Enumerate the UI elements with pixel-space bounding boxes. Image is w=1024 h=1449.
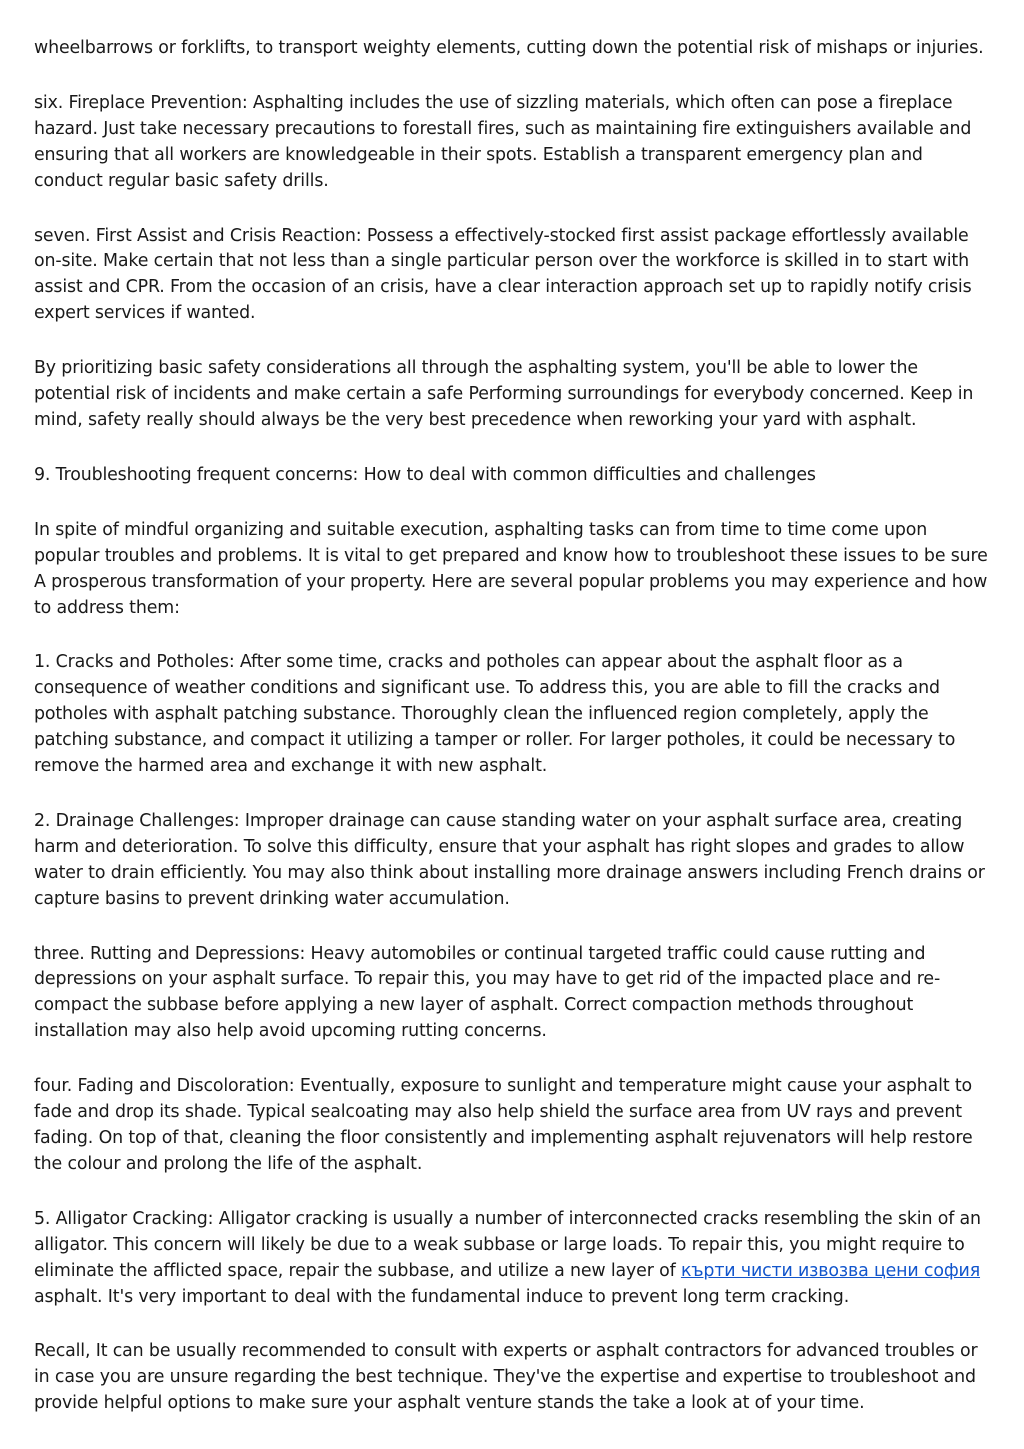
paragraph-drainage: 2. Drainage Challenges: Improper drainage can cause standing water on your asphalt surface area, creating harm and deterioration. To solve this difficulty, ensure that your asphalt has right slopes and grades to allow water to drain efficiently. You may also think about installing more drainage answers including French drains or capture basins to prevent drinking water accumulation. — [34, 810, 985, 909]
alligator-text-after: asphalt. It's very important to deal with the fundamental induce to prevent long term cracking. — [34, 1286, 850, 1307]
paragraph-troubleshooting-intro: In spite of mindful organizing and suitable execution, asphalting tasks can from time to time come upon popular troubles and problems. It is vital to get prepared and know how to troubleshoot these issues to be sure A prosperous transformation of your property. Here are several popular problems you may experience and how to address them: — [34, 519, 988, 618]
alligator-text-before: 5. Alligator Cracking: Alligator cracking is usually a number of interconnected cracks resembling the skin of an alligator. This concern will likely be due to a weak subbase or large loads. To repair this, you might require to eliminate the afflicted space, repair the subbase, and utilize a new layer of — [34, 1208, 981, 1281]
paragraph-alligator-cracking — [34, 1207, 994, 1311]
paragraph-rutting: three. Rutting and Depressions: Heavy automobiles or continual targeted traffic could cause rutting and depressions on your asphalt surface. To repair this, you may have to get rid of the impacted place and re-compact the subbase before applying a new layer of asphalt. Correct compaction methods throughout installation may also help avoid upcoming rutting concerns. — [34, 943, 941, 1042]
paragraph-safety-summary: By prioritizing basic safety considerations all through the asphalting system, you'll be able to lower the potential risk of incidents and make certain a safe Performing surroundings for everybody concerned. Keep in mind, safety really should always be the very best precedence when reworking your yard with asphalt. — [34, 358, 974, 430]
paragraph-transport: wheelbarrows or forklifts, to transport weighty elements, cutting down the potential risk of mishaps or injuries. — [34, 38, 984, 58]
paragraph-cracks-potholes: 1. Cracks and Potholes: After some time, cracks and potholes can appear about the asphalt floor as a consequence of weather conditions and significant use. To address this, you are able to fill the cracks and potholes with asphalt patching substance. Thoroughly clean the influenced region completely, apply the patching substance, and compact it utilizing a tamper or roller. For larger potholes, it could be necessary to remove the harmed area and exchange it with new asphalt. — [34, 652, 956, 777]
document-body — [34, 36, 994, 1446]
inline-link[interactable]: кърти чисти извозва цени софия — [680, 1260, 981, 1281]
section-heading-troubleshooting: 9. Troubleshooting frequent concerns: How to deal with common difficulties and challenges — [34, 464, 816, 485]
paragraph-fire-prevention: six. Fireplace Prevention: Asphalting includes the use of sizzling materials, which often can pose a fireplace hazard. Just take necessary precautions to forestall fires, such as maintaining fire extinguishers available and ensuring that all workers are knowledgeable in their spots. Establish a transparent emergency plan and conduct regular basic safety drills. — [34, 92, 972, 191]
paragraph-first-aid: seven. First Assist and Crisis Reaction: Possess a effectively-stocked first assist package effortlessly available on-site. Make certain that not less than a single particular person over the workforce is skilled in to start with assist and CPR. From the occasion of an crisis, have a clear interaction approach set up to rapidly notify crisis expert services if wanted. — [34, 225, 972, 324]
paragraph-fading: four. Fading and Discoloration: Eventually, exposure to sunlight and temperature might cause your asphalt to fade and drop its shade. Typical sealcoating may also help shield the surface area from UV rays and prevent fading. On top of that, cleaning the floor consistently and implementing asphalt rejuvenators will help restore the colour and prolong the life of the asphalt. — [34, 1076, 973, 1174]
paragraph-recall: Recall, It can be usually recommended to consult with experts or asphalt contractors for advanced troubles or in case you are unsure regarding the best technique. They've the expertise and expertise to troubleshoot and provide helpful options to make sure your asphalt venture stands the take a look at of your time. — [34, 1341, 978, 1414]
